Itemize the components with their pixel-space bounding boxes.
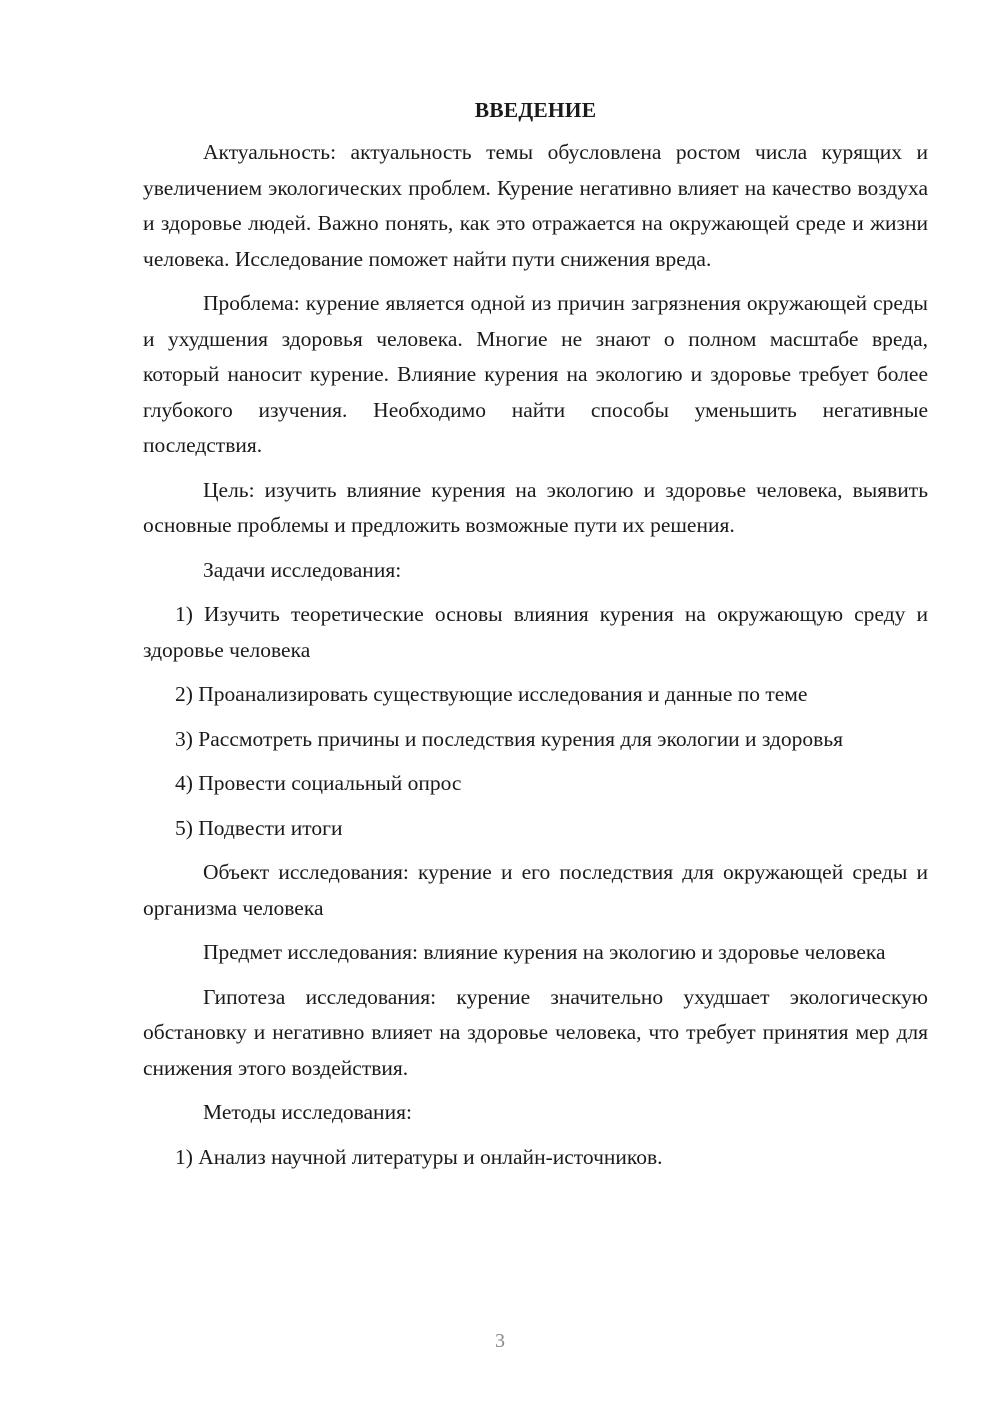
page-content [143,95,928,1184]
method-item-1: 1) Анализ научной литературы и онлайн-источников. [175,1144,663,1169]
subject-paragraph: Предмет исследования: влияние курения на экологию и здоровье человека [203,940,886,964]
task-item-3: 3) Рассмотреть причины и последствия курения для экологии и здоровья [175,726,844,751]
task-item-5: 5) Подвести итоги [175,815,343,840]
methods-title: Методы исследования: [203,1100,412,1124]
task-item-1: 1) Изучить теоретические основы влияния курения на окружающую среду и здоровье человека [143,602,928,662]
relevance-paragraph: Актуальность: актуальность темы обусловлена ростом числа курящих и увеличением экологических проблем. Курение негативно влияет на качество воздуха и здоровье людей. Важно понять, как это отражается на окружающей среде и жизни человека. Исследование поможет найти пути снижения вреда. [143,140,928,271]
object-paragraph: Объект исследования: курение и его последствия для окружающей среды и организма человека [143,860,928,920]
page-number: 3 [495,1330,505,1352]
task-item-2: 2) Проанализировать существующие исследования и данные по теме [175,682,808,706]
hypothesis-paragraph: Гипотеза исследования: курение значительно ухудшает экологическую обстановку и негативно влияет на здоровье человека, что требует принятия мер для снижения этого воздействия. [143,984,928,1080]
problem-paragraph: Проблема: курение является одной из причин загрязнения окружающей среды и ухудшения здоровья человека. Многие не знают о полном масштабе вреда, который наносит курение. Влияние курения на экологию и здоровье требует более глубокого изучения. Необходимо найти способы уменьшить негативные последствия. [143,291,928,457]
goal-paragraph: Цель: изучить влияние курения на экологию и здоровье человека, выявить основные проблемы и предложить возможные пути их решения. [143,477,928,537]
section-heading: ВВЕДЕНИЕ [474,98,597,122]
tasks-title: Задачи исследования: [203,557,402,582]
task-item-4: 4) Провести социальный опрос [175,771,462,795]
